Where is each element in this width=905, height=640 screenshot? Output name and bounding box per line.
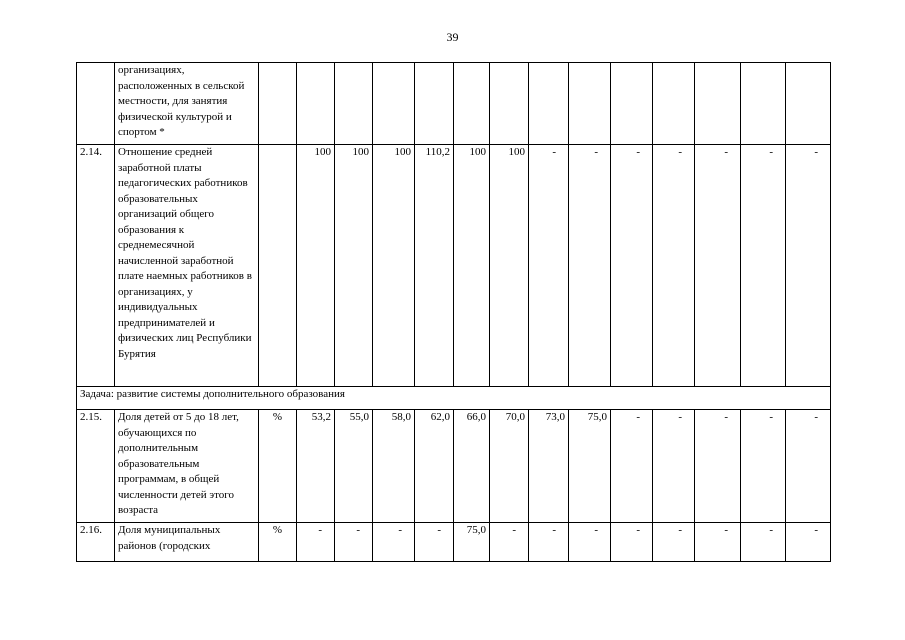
value-cell: 62,0	[415, 410, 454, 523]
value-cell	[415, 63, 454, 145]
value-cell: -	[653, 523, 695, 562]
value-cell: -	[695, 523, 741, 562]
value-cell	[297, 63, 335, 145]
value-cell: -	[611, 145, 653, 387]
value-cell: -	[786, 410, 831, 523]
value-cell	[454, 63, 490, 145]
page-number: 39	[446, 30, 459, 44]
value-cell: 70,0	[490, 410, 529, 523]
value-cell	[653, 63, 695, 145]
value-cell: -	[611, 410, 653, 523]
value-cell	[335, 63, 373, 145]
value-cell: 73,0	[529, 410, 569, 523]
value-cell: 100	[335, 145, 373, 387]
value-cell	[373, 63, 415, 145]
value-cell: -	[741, 523, 786, 562]
value-cell	[786, 63, 831, 145]
value-cell: 75,0	[569, 410, 611, 523]
row-number: 2.14.	[77, 145, 115, 387]
value-cell: 100	[490, 145, 529, 387]
value-cell: 100	[454, 145, 490, 387]
value-cell	[529, 63, 569, 145]
value-cell: -	[695, 410, 741, 523]
value-cell: -	[529, 145, 569, 387]
unit-cell: %	[259, 523, 297, 562]
value-cell: 100	[373, 145, 415, 387]
value-cell: 66,0	[454, 410, 490, 523]
indicator-name: Доля детей от 5 до 18 лет, обучающихся по дополнительным образовательным программам, в общей численности детей этого возраста	[115, 410, 259, 523]
indicators-table	[76, 62, 831, 562]
value-cell: 55,0	[335, 410, 373, 523]
indicator-name: Отношение средней заработной платы педагогических работников образовательных организаций общего образования к среднемесячной начисленной заработной плате наемных работников в организациях, у индивидуальных предпринимателей и физических лиц Республики Бурятия	[115, 145, 259, 387]
value-cell: -	[611, 523, 653, 562]
value-cell	[611, 63, 653, 145]
value-cell: 100	[297, 145, 335, 387]
unit-cell	[259, 63, 297, 145]
value-cell: -	[741, 410, 786, 523]
value-cell: 53,2	[297, 410, 335, 523]
task-title: Задача: развитие системы дополнительного образования	[77, 387, 831, 410]
table-row	[77, 410, 831, 523]
indicator-name: организациях, расположенных в сельской местности, для занятия физической культурой и спортом *	[115, 63, 259, 145]
row-number: 2.15.	[77, 410, 115, 523]
indicator-name: Доля муниципальных районов (городских	[115, 523, 259, 562]
value-cell: 110,2	[415, 145, 454, 387]
table-row	[77, 63, 831, 145]
value-cell: -	[569, 145, 611, 387]
row-number	[77, 63, 115, 145]
value-cell: -	[786, 523, 831, 562]
value-cell: -	[695, 145, 741, 387]
value-cell: -	[415, 523, 454, 562]
unit-cell	[259, 145, 297, 387]
table-row	[77, 145, 831, 387]
value-cell: -	[653, 410, 695, 523]
value-cell: -	[297, 523, 335, 562]
value-cell	[569, 63, 611, 145]
value-cell: 58,0	[373, 410, 415, 523]
value-cell	[741, 63, 786, 145]
value-cell: -	[490, 523, 529, 562]
value-cell: -	[786, 145, 831, 387]
value-cell	[490, 63, 529, 145]
value-cell: -	[373, 523, 415, 562]
value-cell: -	[335, 523, 373, 562]
value-cell	[695, 63, 741, 145]
value-cell: 75,0	[454, 523, 490, 562]
table-row	[77, 523, 831, 562]
value-cell: -	[653, 145, 695, 387]
row-number: 2.16.	[77, 523, 115, 562]
value-cell: -	[569, 523, 611, 562]
value-cell: -	[529, 523, 569, 562]
unit-cell: %	[259, 410, 297, 523]
value-cell: -	[741, 145, 786, 387]
task-row	[77, 387, 831, 410]
